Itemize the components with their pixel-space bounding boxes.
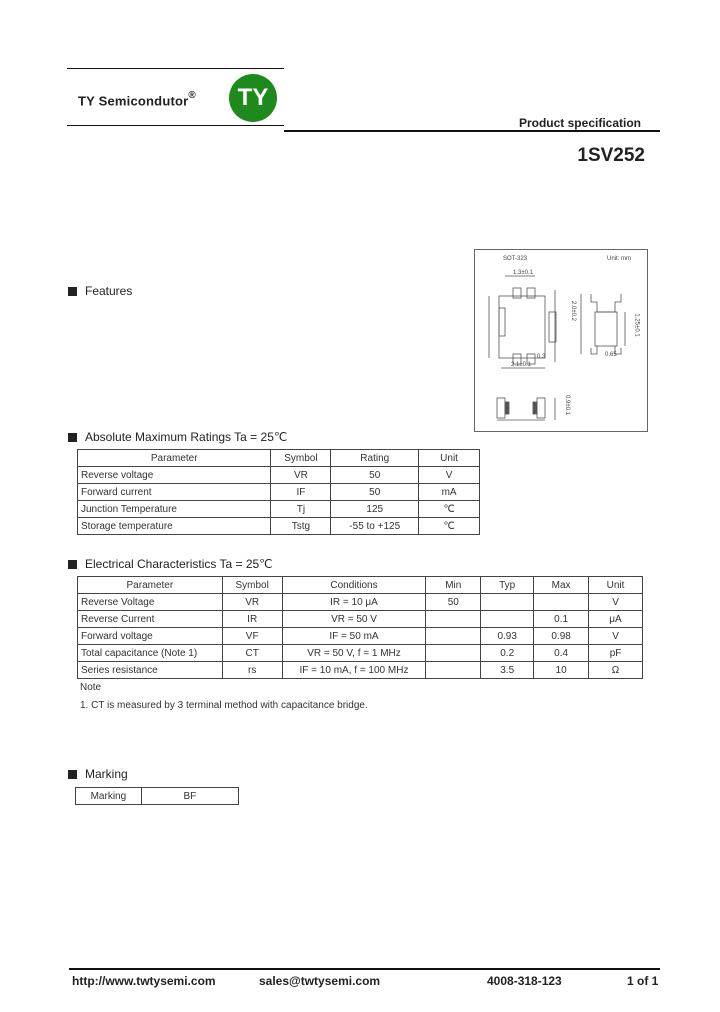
table-row	[78, 518, 480, 535]
cell: Forward voltage	[78, 628, 223, 645]
col-header: Symbol	[271, 450, 331, 467]
dim-label: 0.3	[537, 354, 546, 360]
table-row	[76, 788, 239, 805]
cell: Reverse Current	[78, 611, 223, 628]
cell: VR	[271, 467, 331, 484]
cell: ℃	[419, 501, 480, 518]
cell: VR	[222, 594, 282, 611]
col-header: Min	[426, 577, 481, 594]
col-header: Symbol	[222, 577, 282, 594]
table-row	[78, 484, 480, 501]
part-number: 1SV252	[577, 145, 645, 166]
cell: Junction Temperature	[78, 501, 271, 518]
col-header: Unit	[419, 450, 480, 467]
dim-label: 2.1±0.1	[511, 362, 531, 368]
cell	[426, 645, 481, 662]
table-row	[78, 628, 643, 645]
package-unit: Unit: mm	[607, 256, 631, 262]
note-label: Note	[80, 682, 102, 693]
col-header: Conditions	[282, 577, 426, 594]
col-header: Rating	[331, 450, 419, 467]
cell: IR	[222, 611, 282, 628]
cell: 50	[426, 594, 481, 611]
features-heading: Features	[68, 284, 132, 298]
cell	[481, 611, 534, 628]
cell: CT	[222, 645, 282, 662]
bullet-square-icon	[68, 433, 77, 442]
cell	[426, 611, 481, 628]
cell: ℃	[419, 518, 480, 535]
cell: mA	[419, 484, 480, 501]
col-header: Max	[534, 577, 589, 594]
marking-heading: Marking	[68, 767, 128, 781]
cell: 0.93	[481, 628, 534, 645]
cell: pF	[589, 645, 643, 662]
cell: 50	[331, 467, 419, 484]
col-header: Unit	[589, 577, 643, 594]
product-spec-label: Product specification	[518, 116, 641, 130]
cell: rs	[222, 662, 282, 679]
cell: Tstg	[271, 518, 331, 535]
dim-label: 0.9±0.1	[563, 395, 570, 415]
cell: 3.5	[481, 662, 534, 679]
col-header: Typ	[481, 577, 534, 594]
table-row	[78, 662, 643, 679]
table-row	[78, 611, 643, 628]
cell: VF	[222, 628, 282, 645]
table-header-row	[78, 450, 480, 467]
cell: Storage temperature	[78, 518, 271, 535]
cell: IF = 10 mA, f = 100 MHz	[282, 662, 426, 679]
cell: -55 to +125	[331, 518, 419, 535]
footer-phone: 4008-318-123	[487, 974, 562, 988]
cell: Reverse voltage	[78, 467, 271, 484]
cell: 0.98	[534, 628, 589, 645]
cell: IR = 10 μA	[282, 594, 426, 611]
brand-name: TY Semicondutor®	[78, 90, 196, 109]
dim-label: 2.0±0.2	[569, 301, 576, 321]
abs-max-heading: Absolute Maximum Ratings Ta = 25℃	[68, 430, 287, 444]
package-drawing	[474, 249, 648, 432]
package-name: SOT-323	[503, 256, 528, 262]
cell: 0.4	[534, 645, 589, 662]
table-header-row	[78, 577, 643, 594]
cell: 0.2	[481, 645, 534, 662]
cell: Ω	[589, 662, 643, 679]
cell: Marking	[76, 788, 142, 805]
col-header: Parameter	[78, 577, 223, 594]
table-row	[78, 467, 480, 484]
cell: 50	[331, 484, 419, 501]
bullet-square-icon	[68, 560, 77, 569]
cell: V	[419, 467, 480, 484]
cell	[481, 594, 534, 611]
elec-table	[77, 576, 643, 679]
cell: Series resistance	[78, 662, 223, 679]
cell: IF	[271, 484, 331, 501]
cell: IF = 50 mA	[282, 628, 426, 645]
dim-label: 1.25±0.1	[633, 313, 640, 337]
package-outline-svg	[475, 250, 647, 431]
footer-url[interactable]: http://www.twtysemi.com	[72, 974, 216, 988]
cell: Reverse Voltage	[78, 594, 223, 611]
footer-page: 1 of 1	[627, 974, 659, 988]
table-row	[78, 645, 643, 662]
cell: VR = 50 V, f = 1 MHz	[282, 645, 426, 662]
marking-table	[75, 787, 239, 805]
cell: 0.1	[534, 611, 589, 628]
dim-label: 1.3±0.1	[513, 270, 533, 276]
bullet-square-icon	[68, 287, 77, 296]
header-left-rule	[67, 125, 284, 126]
elec-heading: Electrical Characteristics Ta = 25℃	[68, 557, 273, 571]
cell: 125	[331, 501, 419, 518]
cell	[426, 628, 481, 645]
cell: BF	[141, 788, 238, 805]
bullet-square-icon	[68, 770, 77, 779]
cell: Forward current	[78, 484, 271, 501]
cell	[426, 662, 481, 679]
abs-max-table	[77, 449, 480, 535]
cell	[534, 594, 589, 611]
registered-mark: ®	[188, 90, 196, 101]
cell: μA	[589, 611, 643, 628]
header-top-rule	[67, 68, 284, 69]
header-right-rule	[284, 130, 660, 132]
table-row	[78, 501, 480, 518]
dim-label: 0.65	[605, 352, 617, 358]
table-row	[78, 594, 643, 611]
cell: Total capacitance (Note 1)	[78, 645, 223, 662]
footer-rule	[69, 968, 660, 970]
cell: V	[589, 594, 643, 611]
footer-email[interactable]: sales@twtysemi.com	[259, 974, 381, 988]
cell: V	[589, 628, 643, 645]
cell: Tj	[271, 501, 331, 518]
cell: VR = 50 V	[282, 611, 426, 628]
company-logo: TY	[229, 74, 277, 122]
note-text: 1. CT is measured by 3 terminal method with capacitance bridge.	[80, 700, 368, 711]
cell: 10	[534, 662, 589, 679]
col-header: Parameter	[78, 450, 271, 467]
